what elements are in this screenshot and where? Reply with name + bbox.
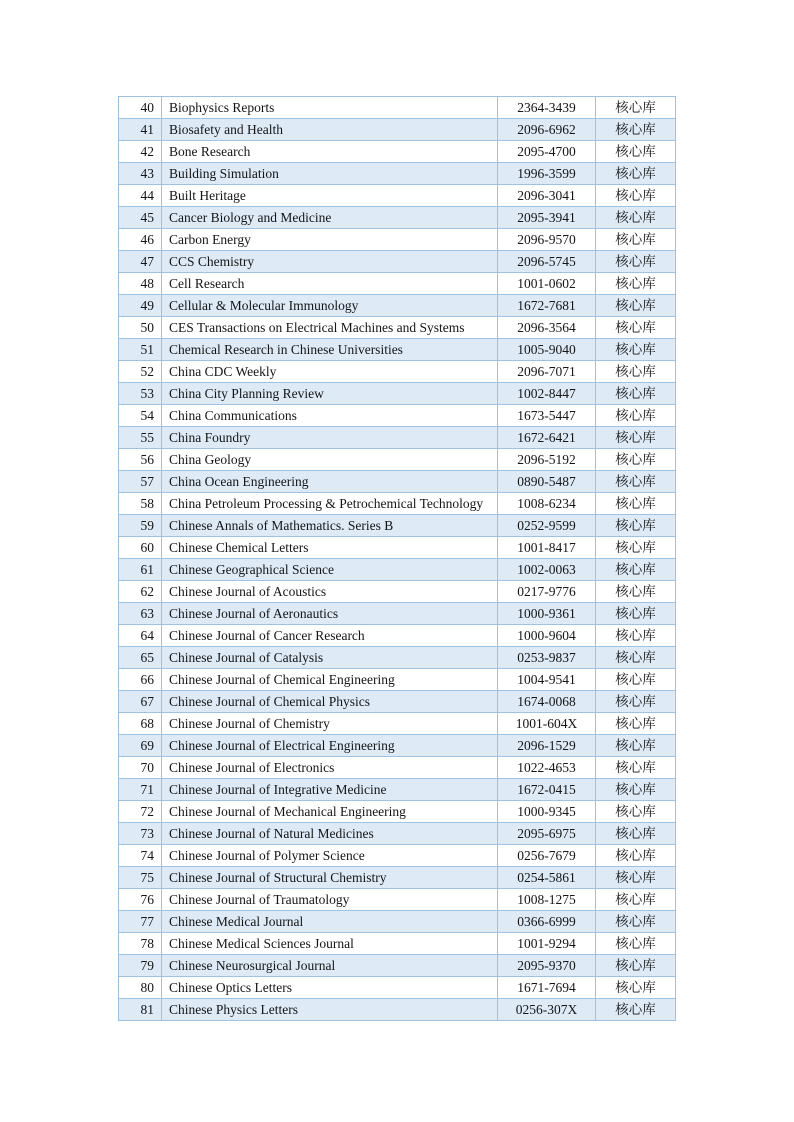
row-number: 54 [119, 405, 162, 427]
row-number: 78 [119, 933, 162, 955]
core-db-label: 核心库 [596, 603, 676, 625]
core-db-label: 核心库 [596, 757, 676, 779]
table-row [119, 295, 676, 317]
core-db-label: 核心库 [596, 669, 676, 691]
journal-name: Chemical Research in Chinese Universities [162, 339, 498, 361]
core-db-label: 核心库 [596, 845, 676, 867]
journal-issn: 0217-9776 [498, 581, 596, 603]
row-number: 76 [119, 889, 162, 911]
journal-issn: 2095-3941 [498, 207, 596, 229]
table-row [119, 867, 676, 889]
journal-issn: 2096-9570 [498, 229, 596, 251]
core-db-label: 核心库 [596, 251, 676, 273]
journal-issn: 1005-9040 [498, 339, 596, 361]
journal-name: China Petroleum Processing & Petrochemical Technology [162, 493, 498, 515]
core-db-label: 核心库 [596, 361, 676, 383]
journal-name: China Communications [162, 405, 498, 427]
row-number: 49 [119, 295, 162, 317]
core-db-label: 核心库 [596, 559, 676, 581]
journal-name: Chinese Journal of Integrative Medicine [162, 779, 498, 801]
journal-name: China City Planning Review [162, 383, 498, 405]
table-row [119, 889, 676, 911]
journal-issn: 1672-6421 [498, 427, 596, 449]
journal-issn: 1001-0602 [498, 273, 596, 295]
core-db-label: 核心库 [596, 735, 676, 757]
row-number: 80 [119, 977, 162, 999]
journal-name: Biophysics Reports [162, 97, 498, 119]
journal-issn: 1000-9345 [498, 801, 596, 823]
journal-name: Cellular & Molecular Immunology [162, 295, 498, 317]
journal-name: Chinese Geographical Science [162, 559, 498, 581]
core-db-label: 核心库 [596, 427, 676, 449]
core-db-label: 核心库 [596, 295, 676, 317]
journal-name: Chinese Annals of Mathematics. Series B [162, 515, 498, 537]
journal-issn: 1000-9361 [498, 603, 596, 625]
table-row [119, 427, 676, 449]
journal-issn: 0366-6999 [498, 911, 596, 933]
journal-issn: 1674-0068 [498, 691, 596, 713]
journal-table-body [119, 97, 676, 1021]
core-db-label: 核心库 [596, 977, 676, 999]
journal-issn: 1001-9294 [498, 933, 596, 955]
table-row [119, 603, 676, 625]
core-db-label: 核心库 [596, 625, 676, 647]
journal-name: China Foundry [162, 427, 498, 449]
row-number: 62 [119, 581, 162, 603]
journal-issn: 2095-6975 [498, 823, 596, 845]
journal-name: Chinese Journal of Traumatology [162, 889, 498, 911]
table-row [119, 515, 676, 537]
core-db-label: 核心库 [596, 647, 676, 669]
journal-name: Chinese Journal of Mechanical Engineering [162, 801, 498, 823]
row-number: 56 [119, 449, 162, 471]
table-row [119, 779, 676, 801]
journal-table [118, 96, 676, 1021]
row-number: 66 [119, 669, 162, 691]
journal-issn: 2096-1529 [498, 735, 596, 757]
core-db-label: 核心库 [596, 449, 676, 471]
table-row [119, 449, 676, 471]
core-db-label: 核心库 [596, 779, 676, 801]
core-db-label: 核心库 [596, 339, 676, 361]
journal-issn: 0252-9599 [498, 515, 596, 537]
row-number: 63 [119, 603, 162, 625]
table-row [119, 757, 676, 779]
table-row [119, 911, 676, 933]
journal-name: Carbon Energy [162, 229, 498, 251]
row-number: 55 [119, 427, 162, 449]
journal-issn: 2095-4700 [498, 141, 596, 163]
table-row [119, 999, 676, 1021]
table-row [119, 647, 676, 669]
journal-issn: 1002-0063 [498, 559, 596, 581]
row-number: 46 [119, 229, 162, 251]
journal-issn: 2096-3041 [498, 185, 596, 207]
journal-name: Chinese Journal of Chemical Engineering [162, 669, 498, 691]
core-db-label: 核心库 [596, 889, 676, 911]
row-number: 69 [119, 735, 162, 757]
journal-issn: 1008-6234 [498, 493, 596, 515]
table-row [119, 537, 676, 559]
row-number: 47 [119, 251, 162, 273]
journal-issn: 1671-7694 [498, 977, 596, 999]
journal-name: Biosafety and Health [162, 119, 498, 141]
table-row [119, 163, 676, 185]
core-db-label: 核心库 [596, 383, 676, 405]
row-number: 53 [119, 383, 162, 405]
journal-name: Chinese Chemical Letters [162, 537, 498, 559]
journal-name: Chinese Journal of Catalysis [162, 647, 498, 669]
journal-issn: 0254-5861 [498, 867, 596, 889]
core-db-label: 核心库 [596, 691, 676, 713]
journal-name: Chinese Neurosurgical Journal [162, 955, 498, 977]
core-db-label: 核心库 [596, 867, 676, 889]
journal-name: Chinese Journal of Cancer Research [162, 625, 498, 647]
journal-name: Chinese Journal of Electrical Engineering [162, 735, 498, 757]
journal-name: Chinese Medical Sciences Journal [162, 933, 498, 955]
core-db-label: 核心库 [596, 713, 676, 735]
journal-issn: 1004-9541 [498, 669, 596, 691]
journal-name: Chinese Journal of Chemistry [162, 713, 498, 735]
journal-name: China Geology [162, 449, 498, 471]
row-number: 72 [119, 801, 162, 823]
journal-name: Chinese Journal of Acoustics [162, 581, 498, 603]
journal-issn: 2096-5745 [498, 251, 596, 273]
journal-issn: 2364-3439 [498, 97, 596, 119]
row-number: 43 [119, 163, 162, 185]
table-row [119, 339, 676, 361]
core-db-label: 核心库 [596, 229, 676, 251]
journal-issn: 2096-7071 [498, 361, 596, 383]
table-row [119, 691, 676, 713]
table-row [119, 559, 676, 581]
journal-name: China CDC Weekly [162, 361, 498, 383]
table-row [119, 361, 676, 383]
journal-name: China Ocean Engineering [162, 471, 498, 493]
table-row [119, 471, 676, 493]
row-number: 45 [119, 207, 162, 229]
table-row [119, 405, 676, 427]
table-row [119, 845, 676, 867]
journal-name: Cell Research [162, 273, 498, 295]
row-number: 40 [119, 97, 162, 119]
core-db-label: 核心库 [596, 493, 676, 515]
core-db-label: 核心库 [596, 119, 676, 141]
row-number: 81 [119, 999, 162, 1021]
journal-name: CES Transactions on Electrical Machines and Systems [162, 317, 498, 339]
journal-issn: 1002-8447 [498, 383, 596, 405]
table-row [119, 141, 676, 163]
core-db-label: 核心库 [596, 207, 676, 229]
core-db-label: 核心库 [596, 185, 676, 207]
journal-name: Chinese Journal of Natural Medicines [162, 823, 498, 845]
row-number: 77 [119, 911, 162, 933]
core-db-label: 核心库 [596, 823, 676, 845]
row-number: 48 [119, 273, 162, 295]
journal-issn: 1996-3599 [498, 163, 596, 185]
table-row [119, 735, 676, 757]
table-row [119, 625, 676, 647]
core-db-label: 核心库 [596, 537, 676, 559]
journal-issn: 0890-5487 [498, 471, 596, 493]
row-number: 57 [119, 471, 162, 493]
row-number: 65 [119, 647, 162, 669]
journal-name: Chinese Journal of Structural Chemistry [162, 867, 498, 889]
table-row [119, 119, 676, 141]
row-number: 64 [119, 625, 162, 647]
row-number: 44 [119, 185, 162, 207]
row-number: 79 [119, 955, 162, 977]
core-db-label: 核心库 [596, 317, 676, 339]
row-number: 50 [119, 317, 162, 339]
core-db-label: 核心库 [596, 581, 676, 603]
journal-name: Cancer Biology and Medicine [162, 207, 498, 229]
row-number: 70 [119, 757, 162, 779]
table-row [119, 383, 676, 405]
row-number: 73 [119, 823, 162, 845]
row-number: 68 [119, 713, 162, 735]
core-db-label: 核心库 [596, 515, 676, 537]
row-number: 51 [119, 339, 162, 361]
row-number: 60 [119, 537, 162, 559]
table-row [119, 955, 676, 977]
row-number: 41 [119, 119, 162, 141]
journal-name: Chinese Optics Letters [162, 977, 498, 999]
core-db-label: 核心库 [596, 97, 676, 119]
journal-name: Chinese Medical Journal [162, 911, 498, 933]
journal-name: Chinese Journal of Aeronautics [162, 603, 498, 625]
journal-name: Chinese Journal of Polymer Science [162, 845, 498, 867]
row-number: 58 [119, 493, 162, 515]
journal-issn: 1001-604X [498, 713, 596, 735]
table-row [119, 823, 676, 845]
table-row [119, 97, 676, 119]
table-row [119, 977, 676, 999]
row-number: 52 [119, 361, 162, 383]
table-row [119, 185, 676, 207]
row-number: 59 [119, 515, 162, 537]
journal-issn: 1001-8417 [498, 537, 596, 559]
journal-issn: 1008-1275 [498, 889, 596, 911]
core-db-label: 核心库 [596, 911, 676, 933]
journal-name: Bone Research [162, 141, 498, 163]
journal-issn: 1672-0415 [498, 779, 596, 801]
journal-issn: 2096-5192 [498, 449, 596, 471]
journal-issn: 2096-6962 [498, 119, 596, 141]
journal-name: Built Heritage [162, 185, 498, 207]
table-row [119, 317, 676, 339]
table-row [119, 273, 676, 295]
row-number: 61 [119, 559, 162, 581]
journal-name: CCS Chemistry [162, 251, 498, 273]
journal-issn: 1022-4653 [498, 757, 596, 779]
core-db-label: 核心库 [596, 141, 676, 163]
table-row [119, 669, 676, 691]
row-number: 74 [119, 845, 162, 867]
journal-issn: 1673-5447 [498, 405, 596, 427]
journal-issn: 1672-7681 [498, 295, 596, 317]
table-row [119, 801, 676, 823]
core-db-label: 核心库 [596, 933, 676, 955]
journal-name: Chinese Journal of Chemical Physics [162, 691, 498, 713]
journal-name: Chinese Journal of Electronics [162, 757, 498, 779]
core-db-label: 核心库 [596, 405, 676, 427]
journal-name: Building Simulation [162, 163, 498, 185]
table-row [119, 933, 676, 955]
core-db-label: 核心库 [596, 471, 676, 493]
journal-issn: 0256-7679 [498, 845, 596, 867]
core-db-label: 核心库 [596, 801, 676, 823]
row-number: 42 [119, 141, 162, 163]
table-row [119, 581, 676, 603]
journal-issn: 2095-9370 [498, 955, 596, 977]
journal-issn: 0253-9837 [498, 647, 596, 669]
row-number: 75 [119, 867, 162, 889]
core-db-label: 核心库 [596, 273, 676, 295]
table-row [119, 229, 676, 251]
table-row [119, 493, 676, 515]
journal-issn: 1000-9604 [498, 625, 596, 647]
row-number: 71 [119, 779, 162, 801]
core-db-label: 核心库 [596, 955, 676, 977]
journal-name: Chinese Physics Letters [162, 999, 498, 1021]
journal-issn: 0256-307X [498, 999, 596, 1021]
journal-issn: 2096-3564 [498, 317, 596, 339]
core-db-label: 核心库 [596, 999, 676, 1021]
core-db-label: 核心库 [596, 163, 676, 185]
table-row [119, 207, 676, 229]
table-row [119, 251, 676, 273]
row-number: 67 [119, 691, 162, 713]
table-row [119, 713, 676, 735]
